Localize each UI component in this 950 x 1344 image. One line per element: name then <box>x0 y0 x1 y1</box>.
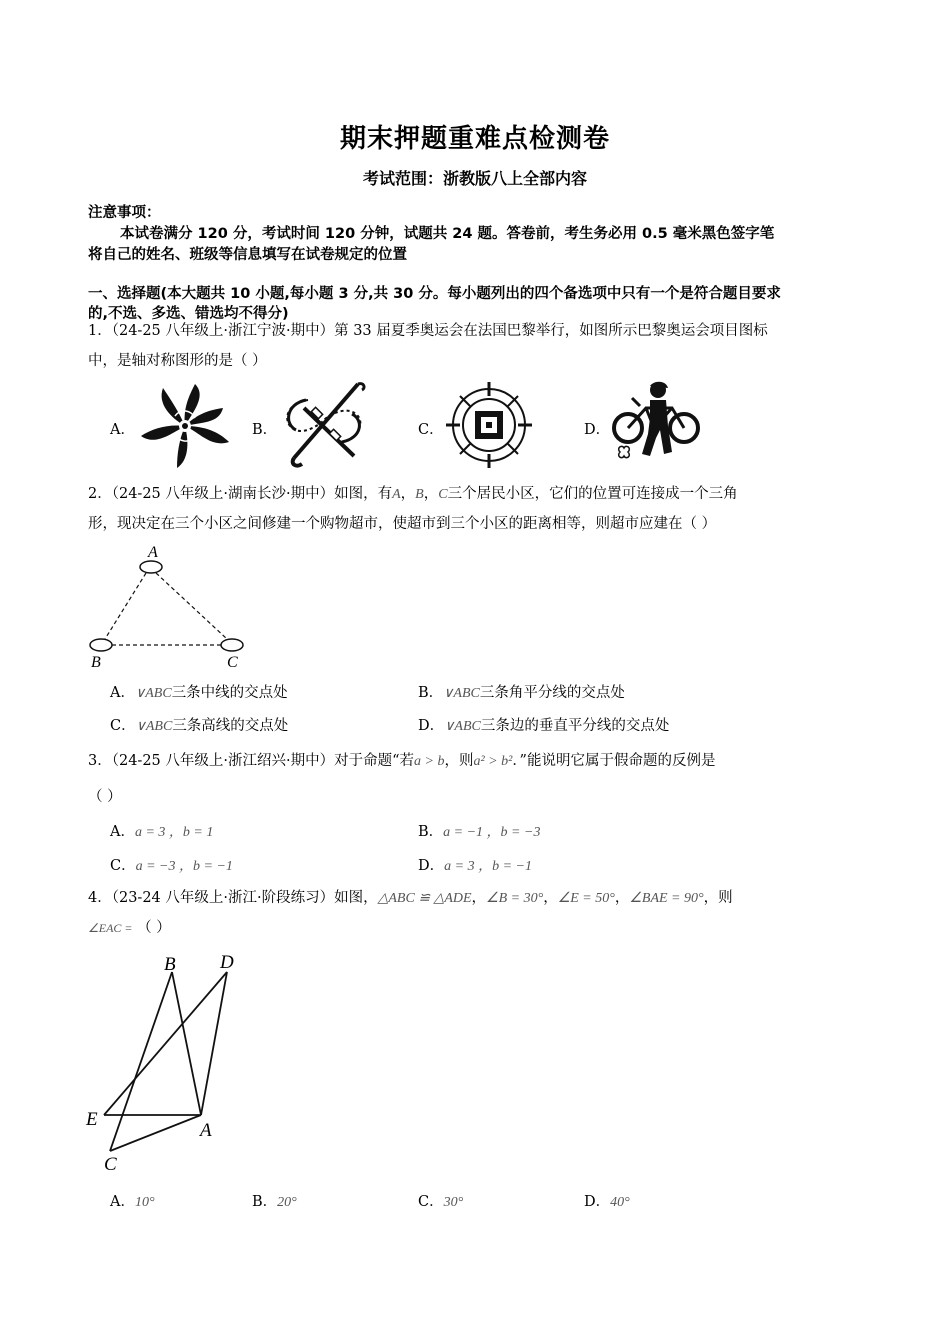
hockey-sticks-icon <box>278 380 370 470</box>
notice-heading: 注意事项： <box>88 205 161 221</box>
label-a: A <box>200 1120 212 1141</box>
q2-option-d[interactable]: D．∨ABC三条边的垂直平分线的交点处 <box>418 718 670 734</box>
q4-option-a[interactable]: A．10° <box>110 1194 155 1210</box>
q2-option-a[interactable]: A．∨ABC三条中线的交点处 <box>110 685 288 701</box>
q1-option-b-label[interactable]: B． <box>252 422 278 438</box>
question-1-line-2: 中，是轴对称图形的是（ ） <box>88 353 267 369</box>
question-2-line-2: 形，现决定在三个小区之间修建一个购物超市，使超市到三个小区的距离相等，则超市应建在（ ） <box>88 516 717 532</box>
section-heading-2: 的,不选、多选、错选均不得分) <box>88 306 289 322</box>
segment-ba <box>172 972 201 1115</box>
notice-line-2: 将自己的姓名、班级等信息填写在试卷规定的位置 <box>88 247 407 263</box>
segment-ca <box>110 1115 201 1151</box>
question-2-line-1: 2．（24-25 八年级上·湖南长沙·期中）如图，有A，B，C三个居民小区，它们的位置可连接成一个三角 <box>88 486 738 502</box>
shooting-target-icon <box>446 382 532 468</box>
label-b: B <box>164 954 176 975</box>
q4-option-d[interactable]: D．40° <box>584 1194 630 1210</box>
exam-scope: 考试范围：浙教版八上全部内容 <box>362 169 587 188</box>
q1-option-c-label[interactable]: C． <box>418 422 444 438</box>
q4-triangles-figure <box>80 948 260 1178</box>
question-3-line-2: （ ） <box>88 789 122 805</box>
breaking-pinwheel-icon <box>136 382 234 470</box>
question-1-line-1: 1．（24-25 八年级上·浙江宁波·期中）第 33 届夏季奥运会在法国巴黎举行，如图所示巴黎奥运会项目图标 <box>88 323 768 339</box>
q3-option-b[interactable]: B．a = −1 ，b = −3 <box>418 824 541 840</box>
q1-option-d-label[interactable]: D． <box>584 422 611 438</box>
label-c: C <box>104 1154 117 1175</box>
label-b: B <box>91 654 101 670</box>
segment-bc <box>110 972 172 1151</box>
q3-option-a[interactable]: A．a = 3 ，b = 1 <box>110 824 214 840</box>
q4-option-c[interactable]: C．30° <box>418 1194 464 1210</box>
q3-option-d[interactable]: D．a = 3 ，b = −1 <box>418 858 532 874</box>
notice-line-1: 本试卷满分 120 分，考试时间 120 分钟，试题共 24 题。答卷前，考生务必用 0.5 毫米黑色签字笔 <box>120 226 775 242</box>
q3-option-c[interactable]: C．a = −3 ，b = −1 <box>110 858 233 874</box>
point-c-ellipse <box>221 639 243 651</box>
label-d: D <box>220 952 234 973</box>
label-e: E <box>86 1109 98 1130</box>
question-4-line-1: 4．（23-24 八年级上·浙江·阶段练习）如图，△ABC ≌ △ADE，∠B = 30°，∠E = 50°，∠BAE = 90°，则 <box>88 890 733 906</box>
q2-triangle-figure <box>86 540 256 670</box>
question-3-line-1: 3．（24-25 八年级上·浙江绍兴·期中）对于命题“若a > b，则a² > b²．”能说明它属于假命题的反例是 <box>88 753 716 769</box>
label-a: A <box>148 544 158 561</box>
cyclist-icon <box>610 378 704 468</box>
point-a-ellipse <box>140 561 162 573</box>
q2-option-b[interactable]: B．∨ABC三条角平分线的交点处 <box>418 685 625 701</box>
page-title: 期末押题重难点检测卷 <box>339 124 610 154</box>
point-b-ellipse <box>90 639 112 651</box>
question-4-line-2: ∠EAC = （ ） <box>88 920 171 936</box>
q1-option-a-label[interactable]: A． <box>110 422 135 438</box>
label-c: C <box>227 654 238 670</box>
segment-da <box>201 972 227 1115</box>
q2-option-c[interactable]: C．∨ABC三条高线的交点处 <box>110 718 289 734</box>
q4-option-b[interactable]: B．20° <box>252 1194 297 1210</box>
section-heading-1: 一、选择题(本大题共 10 小题,每小题 3 分,共 30 分。每小题列出的四个备选项中只有一个是符合题目要求 <box>88 286 781 302</box>
